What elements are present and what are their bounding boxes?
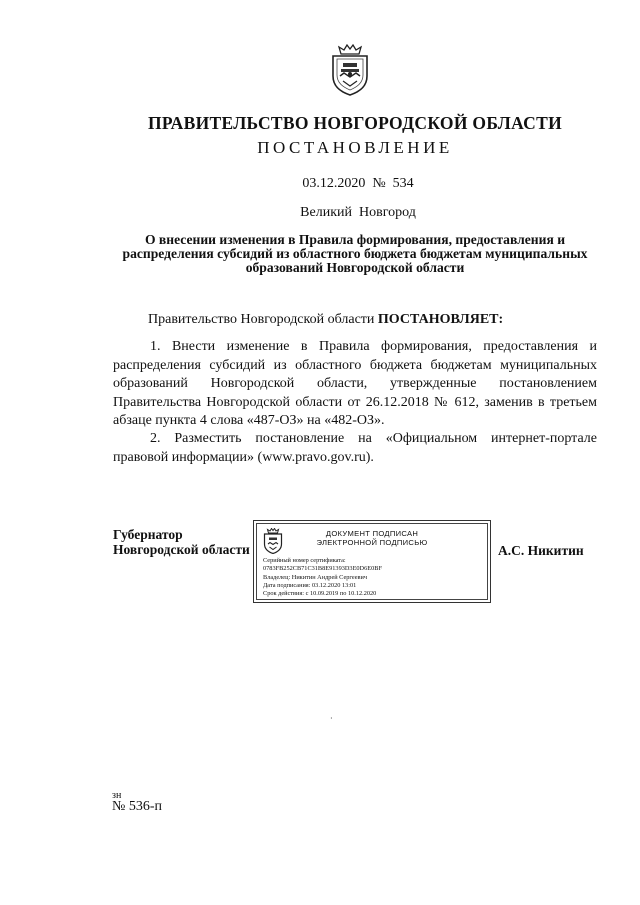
stamp-header-line-1: ДОКУМЕНТ ПОДПИСАН: [325, 529, 419, 538]
document-type: ПОСТАНОВЛЕНИЕ: [257, 138, 453, 157]
signatory-position-line-2: Новгородской области: [113, 542, 250, 557]
paragraph-1: 1. Внести изменение в Правила формирования, предоставления и распределения субсидий из областного бюджета бюджетам муниципальных образований Новгородской области, утвержденные постановлением Правительства Новгородской области от 26.12.2018 № 612, заменив в третьем абзаце пункта 4 слова «487-ОЗ» на «482-ОЗ».: [113, 339, 597, 428]
electronic-signature-stamp: [253, 520, 491, 603]
footer-document-number: № 536-п: [112, 799, 163, 814]
document-subject: О внесении изменения в Правила формирования, предоставления и распределения субсидий из областного бюджета бюджетам муниципальных образований Новгородской области: [122, 232, 588, 275]
stamp-inner-frame: [256, 523, 488, 600]
stamp-validity: Срок действия: с 10.09.2019 по 10.12.2020: [263, 590, 377, 598]
stamp-cert-serial: 0783FB252CB71C31B8E91393D3E0D6E0BF: [263, 565, 382, 573]
footer-code: зн: [112, 790, 122, 801]
preamble-text: Правительство Новгородской области: [148, 312, 378, 327]
signatory-name: А.С. Никитин: [498, 543, 584, 558]
signatory-position: [113, 527, 250, 557]
stamp-header: [297, 529, 447, 547]
center-mark: ·: [330, 714, 333, 723]
signatory-position-line-1: Губернатор: [113, 527, 183, 542]
coat-of-arms-icon: [329, 44, 371, 96]
stamp-details: [263, 557, 488, 598]
stamp-cert-label: Серийный номер сертификата:: [263, 557, 346, 564]
preamble-resolves: ПОСТАНОВЛЯЕТ:: [377, 312, 504, 327]
org-title: ПРАВИТЕЛЬСТВО НОВГОРОДСКОЙ ОБЛАСТИ: [148, 113, 562, 133]
paragraph-2: 2. Разместить постановление на «Официальном интернет-портале правовой информации» (www.pravo.gov.ru).: [113, 431, 597, 465]
preamble: [148, 312, 503, 328]
document-date-number: 03.12.2020 № 534: [302, 176, 414, 191]
document-city: Великий Новгород: [300, 205, 416, 220]
stamp-owner: Владелец: Никитин Андрей Сергеевич: [263, 573, 368, 581]
stamp-coat-of-arms-icon: [262, 528, 284, 554]
stamp-signed-date: Дата подписания: 03.12.2020 13:01: [263, 581, 357, 589]
stamp-header-line-2: ЭЛЕКТРОННОЙ ПОДПИСЬЮ: [316, 538, 428, 547]
